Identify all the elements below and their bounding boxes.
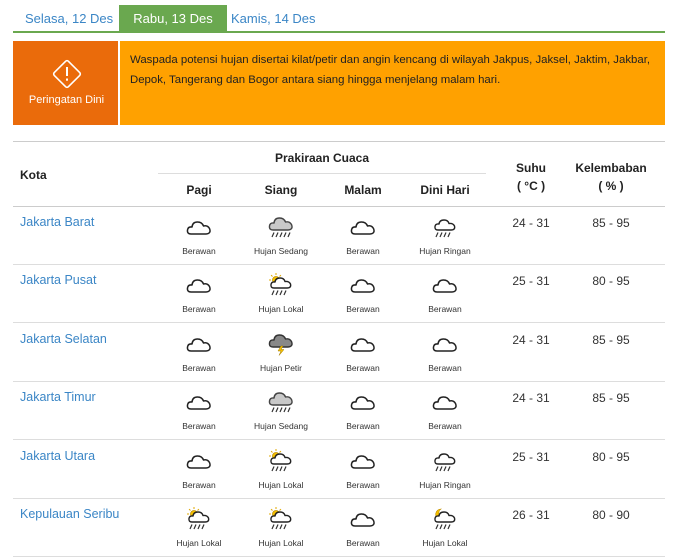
humidity-value: 85 - 95 bbox=[592, 332, 630, 347]
temperature-value: 24 - 31 bbox=[512, 216, 550, 230]
forecast-cell bbox=[404, 505, 486, 555]
table-row bbox=[13, 207, 665, 265]
forecast-cell bbox=[158, 505, 240, 555]
temperature-value: 24 - 31 bbox=[512, 391, 550, 406]
cloudy-icon bbox=[349, 449, 377, 473]
forecast-cell bbox=[404, 213, 486, 263]
cloudy-icon bbox=[349, 332, 377, 356]
forecast-cell bbox=[240, 505, 322, 555]
table-row bbox=[13, 324, 665, 382]
temperature-value: 25 - 31 bbox=[512, 274, 550, 289]
forecast-cell bbox=[240, 213, 322, 263]
forecast-label: Hujan Ringan bbox=[419, 479, 471, 490]
header-kota: Kota bbox=[20, 168, 47, 182]
forecast-label: Hujan Ringan bbox=[419, 246, 471, 256]
forecast-label: Berawan bbox=[428, 304, 462, 315]
day-tabs bbox=[13, 5, 665, 33]
rain-local-icon bbox=[267, 449, 295, 473]
forecast-cell bbox=[158, 213, 240, 263]
warning-side-panel bbox=[13, 41, 120, 125]
forecast-label: Berawan bbox=[182, 421, 216, 432]
city-link[interactable]: Jakarta Pusat bbox=[20, 273, 97, 288]
forecast-cell bbox=[158, 447, 240, 497]
cloudy-icon bbox=[349, 507, 377, 531]
header-kelembaban bbox=[561, 159, 661, 195]
forecast-cell bbox=[158, 388, 240, 438]
forecast-label: Berawan bbox=[182, 479, 216, 490]
forecast-label: Berawan bbox=[346, 538, 380, 548]
forecast-cell bbox=[322, 447, 404, 497]
rain-moderate-icon bbox=[267, 390, 295, 414]
forecast-label: Hujan Lokal bbox=[422, 538, 468, 548]
rain-light-icon bbox=[431, 215, 459, 239]
header-dini-hari: Dini Hari bbox=[420, 183, 470, 197]
forecast-cell bbox=[404, 330, 486, 380]
forecast-cell bbox=[240, 271, 322, 321]
rain-local-icon bbox=[267, 273, 295, 297]
city-link[interactable]: Jakarta Utara bbox=[20, 448, 96, 463]
forecast-label: Berawan bbox=[182, 362, 216, 373]
forecast-cell bbox=[158, 330, 240, 380]
temperature-value: 24 - 31 bbox=[512, 332, 550, 347]
forecast-label: Berawan bbox=[346, 421, 380, 432]
cloudy-icon bbox=[185, 390, 213, 414]
forecast-label: Hujan Lokal bbox=[258, 538, 304, 548]
cloudy-icon bbox=[349, 273, 377, 297]
humidity-value: 80 - 95 bbox=[592, 274, 630, 289]
cloudy-icon bbox=[185, 273, 213, 297]
city-link[interactable]: Kepulauan Seribu bbox=[20, 507, 120, 521]
header-prakiraan: Prakiraan Cuaca bbox=[274, 151, 370, 165]
humidity-value: 80 - 95 bbox=[592, 449, 630, 464]
table-row bbox=[13, 382, 665, 440]
tab-rabu[interactable]: Rabu, 13 Des bbox=[119, 5, 227, 33]
cloudy-icon bbox=[349, 215, 377, 239]
forecast-cell bbox=[322, 388, 404, 438]
forecast-label: Berawan bbox=[428, 421, 462, 432]
thunderstorm-icon bbox=[267, 332, 295, 356]
forecast-cell bbox=[240, 388, 322, 438]
forecast-cell bbox=[240, 447, 322, 497]
forecast-label: Berawan bbox=[346, 362, 380, 373]
rain-local-icon bbox=[267, 507, 295, 531]
header-kelembaban-label: Kelembaban bbox=[575, 161, 647, 175]
cloudy-icon bbox=[431, 273, 459, 297]
warning-diamond-icon bbox=[50, 57, 84, 91]
forecast-cell bbox=[322, 213, 404, 263]
rain-local-night-icon bbox=[431, 507, 459, 531]
forecast-label: Berawan bbox=[346, 304, 380, 315]
forecast-label: Hujan Lokal bbox=[258, 479, 304, 490]
forecast-label: Berawan bbox=[346, 479, 380, 490]
forecast-cell bbox=[240, 330, 322, 380]
header-kelembaban-unit: ( % ) bbox=[598, 179, 624, 193]
temperature-value: 25 - 31 bbox=[512, 449, 550, 464]
forecast-cell bbox=[404, 388, 486, 438]
header-malam: Malam bbox=[344, 183, 382, 197]
forecast-label: Hujan Petir bbox=[259, 362, 303, 373]
forecast-label: Hujan Lokal bbox=[176, 538, 222, 548]
warning-label: Peringatan Dini bbox=[28, 94, 105, 106]
table-row bbox=[13, 265, 665, 323]
tab-selasa[interactable]: Selasa, 12 Des bbox=[25, 11, 114, 26]
forecast-cell bbox=[322, 505, 404, 555]
rain-moderate-icon bbox=[267, 215, 295, 239]
city-link[interactable]: Jakarta Timur bbox=[20, 390, 96, 405]
humidity-value: 80 - 90 bbox=[592, 508, 630, 522]
cloudy-icon bbox=[431, 332, 459, 356]
forecast-cell bbox=[404, 271, 486, 321]
forecast-label: Berawan bbox=[428, 362, 462, 373]
forecast-cell bbox=[322, 330, 404, 380]
rain-light-icon bbox=[431, 449, 459, 473]
header-pagi: Pagi bbox=[186, 183, 212, 197]
header-suhu-unit: ( °C ) bbox=[516, 179, 546, 193]
divider bbox=[13, 141, 665, 142]
forecast-cell bbox=[158, 271, 240, 321]
cloudy-icon bbox=[185, 332, 213, 356]
table-row bbox=[13, 499, 665, 557]
table-row bbox=[13, 441, 665, 499]
rain-local-icon bbox=[185, 507, 213, 531]
city-link[interactable]: Jakarta Barat bbox=[20, 215, 95, 229]
divider bbox=[158, 173, 486, 174]
header-suhu-label: Suhu bbox=[516, 161, 546, 175]
header-siang: Siang bbox=[264, 183, 298, 197]
forecast-cell bbox=[322, 271, 404, 321]
cloudy-icon bbox=[349, 390, 377, 414]
warning-text: Waspada potensi hujan disertai kilat/petir dan angin kencang di wilayah Jakpus, Jaksel, Jaktim, Jakbar, Depok, Tangerang dan Bogor antara siang hingga menjelang malam hari. bbox=[130, 54, 651, 86]
forecast-label: Hujan Sedang bbox=[254, 421, 308, 432]
forecast-label: Hujan Sedang bbox=[254, 246, 308, 256]
early-warning-banner bbox=[13, 41, 665, 125]
humidity-value: 85 - 95 bbox=[592, 391, 630, 406]
temperature-value: 26 - 31 bbox=[512, 508, 550, 522]
cloudy-icon bbox=[431, 390, 459, 414]
tab-kamis[interactable]: Kamis, 14 Des bbox=[231, 11, 316, 26]
city-link[interactable]: Jakarta Selatan bbox=[20, 331, 107, 346]
forecast-label: Hujan Lokal bbox=[258, 304, 304, 315]
forecast-label: Berawan bbox=[182, 246, 216, 256]
cloudy-icon bbox=[185, 449, 213, 473]
forecast-cell bbox=[404, 447, 486, 497]
cloudy-icon bbox=[185, 215, 213, 239]
forecast-label: Berawan bbox=[346, 246, 380, 256]
forecast-label: Berawan bbox=[182, 304, 216, 315]
humidity-value: 85 - 95 bbox=[592, 216, 630, 230]
